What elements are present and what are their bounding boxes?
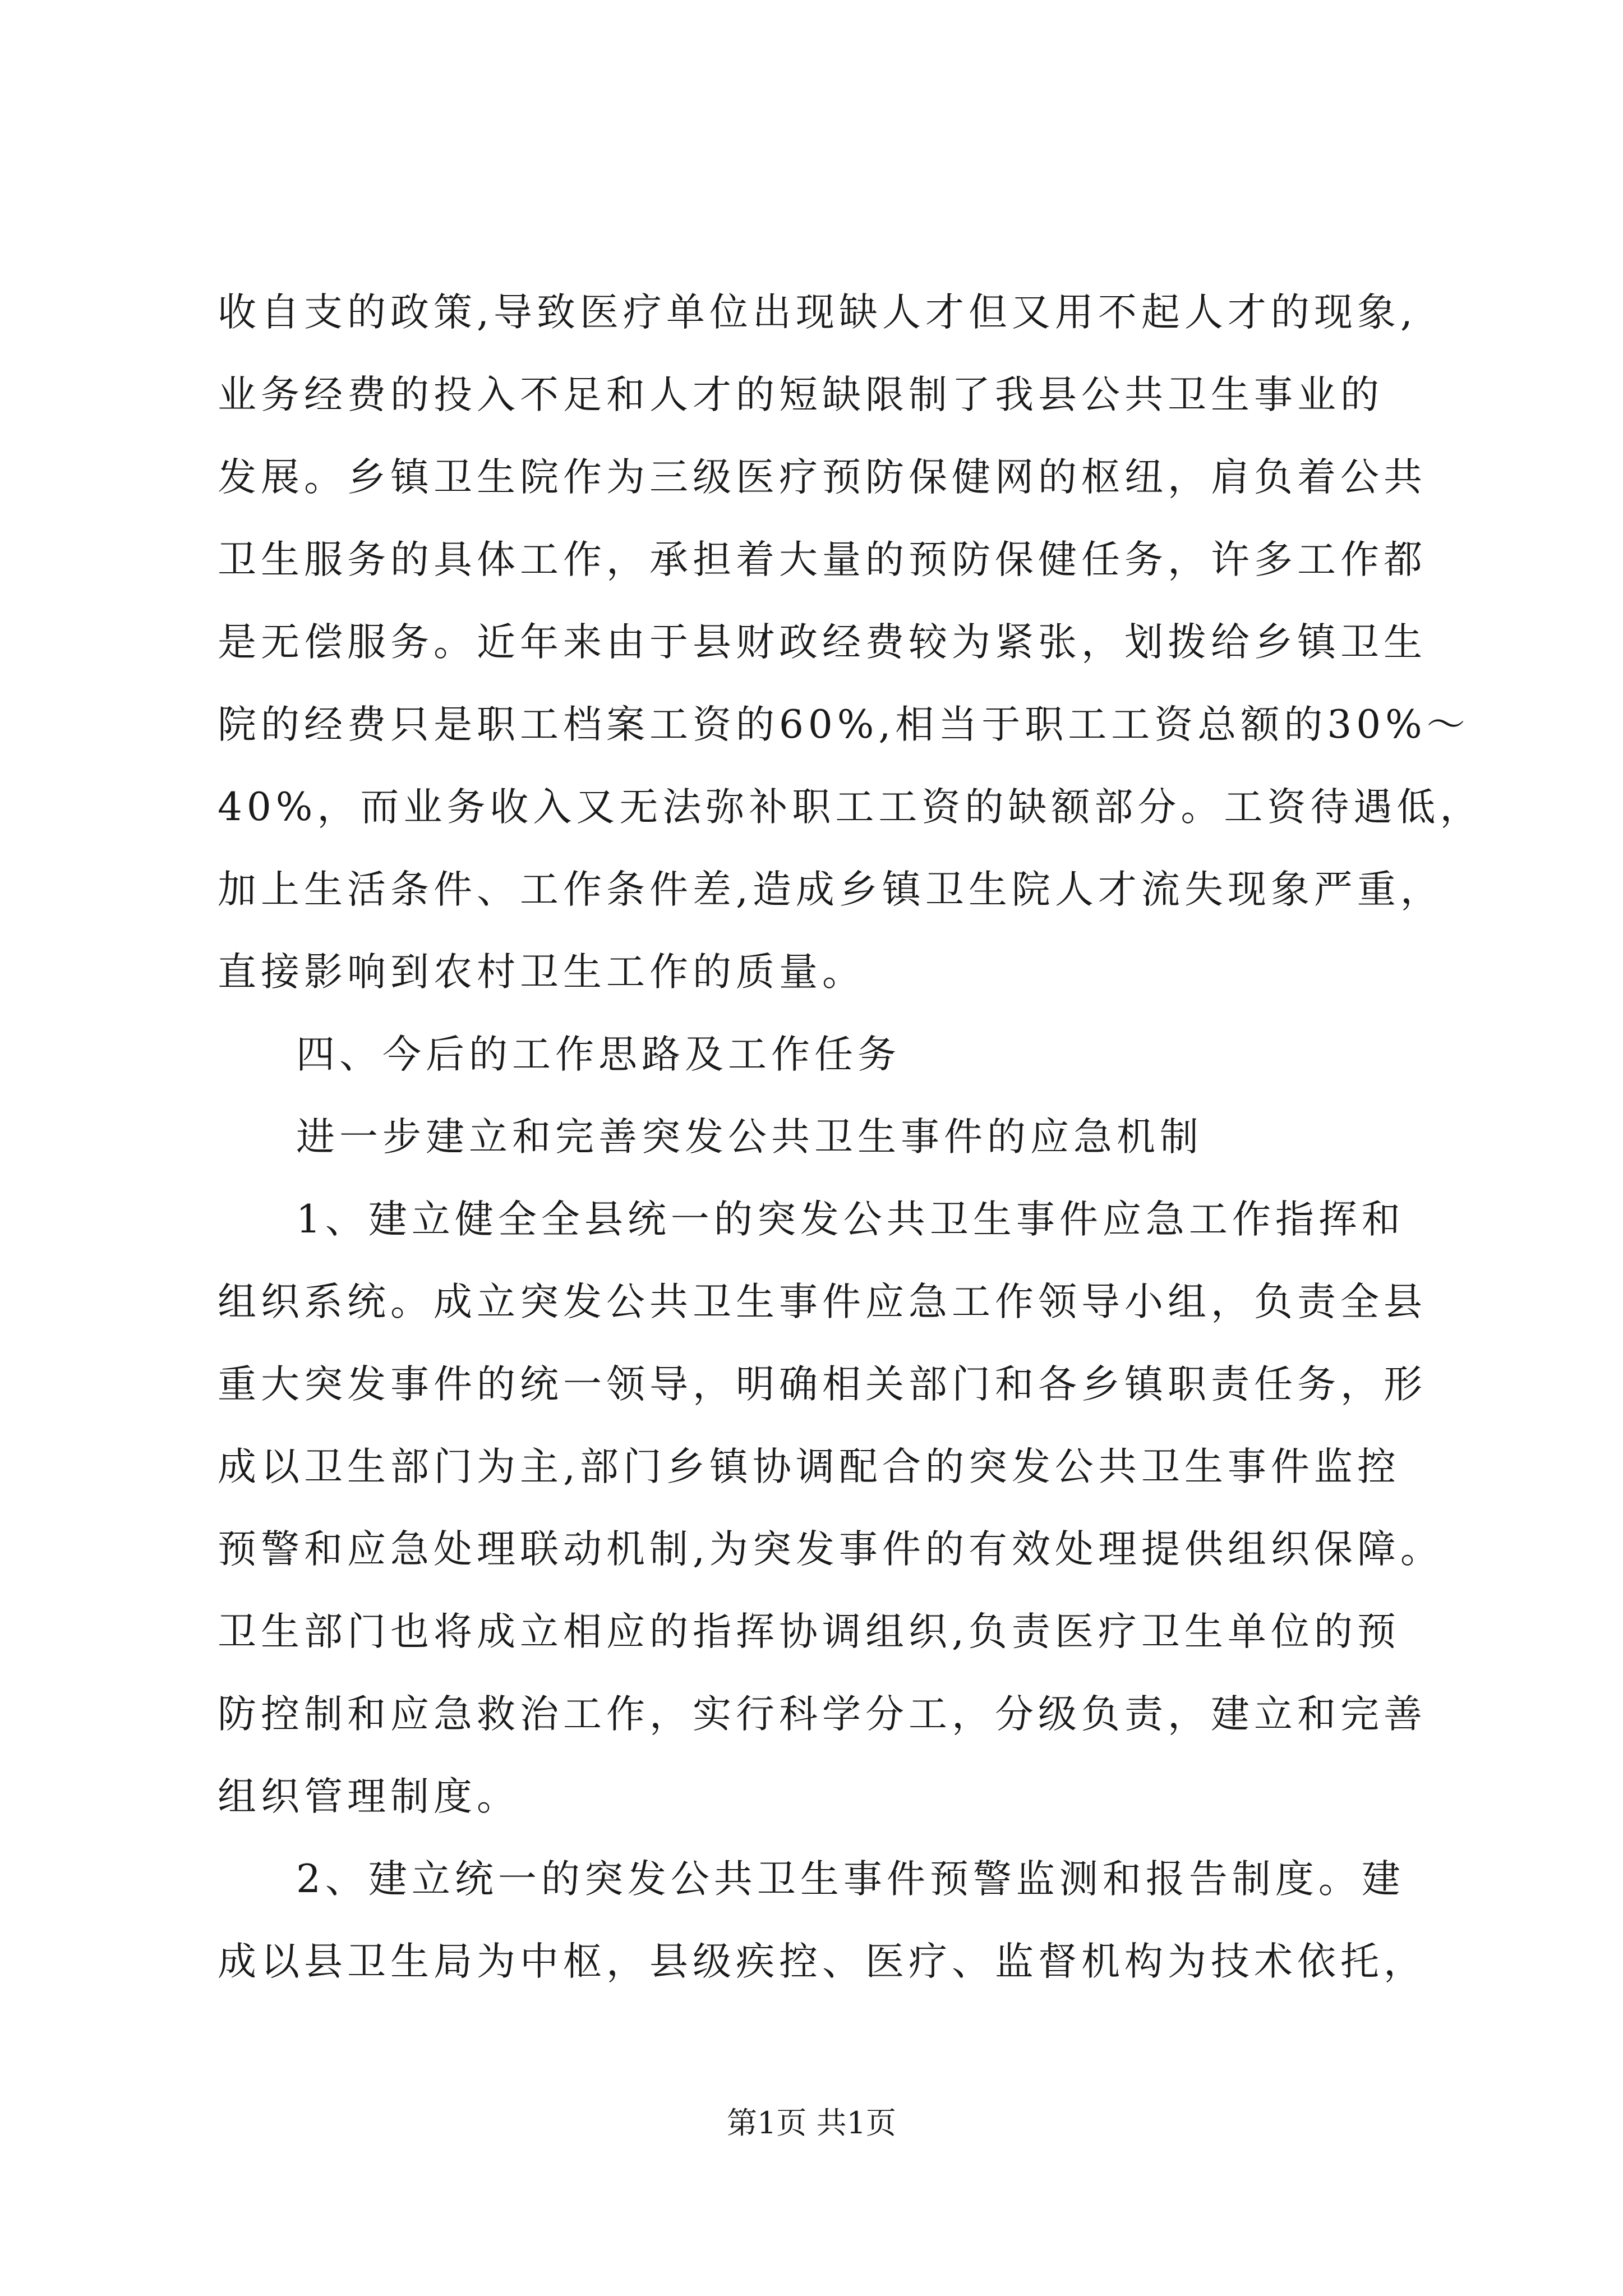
text-line: 防控制和应急救治工作，实行科学分工，分级负责，建立和完善 xyxy=(218,1692,1427,1737)
text-line: 直接影响到农村卫生工作的质量。 xyxy=(218,950,865,995)
text-line: 卫生部门也将成立相应的指挥协调组织,负责医疗卫生单位的预 xyxy=(218,1609,1400,1654)
text-line: 成以县卫生局为中枢，县级疾控、医疗、监督机构为技术依托， xyxy=(218,1939,1427,1984)
text-line: 院的经费只是职工档案工资的60%,相当于职工工资总额的30%～ xyxy=(218,702,1470,747)
text-line: 卫生服务的具体工作，承担着大量的预防保健任务，许多工作都 xyxy=(218,537,1427,582)
text-line: 40%，而业务收入又无法弥补职工工资的缺额部分。工资待遇低， xyxy=(218,785,1483,830)
text-line: 2、建立统一的突发公共卫生事件预警监测和报告制度。建 xyxy=(296,1857,1405,1902)
text-line: 组织系统。成立突发公共卫生事件应急工作领导小组，负责全县 xyxy=(218,1280,1427,1324)
text-line: 成以卫生部门为主,部门乡镇协调配合的突发公共卫生事件监控 xyxy=(218,1444,1400,1489)
text-line: 加上生活条件、工作条件差,造成乡镇卫生院人才流失现象严重， xyxy=(218,867,1444,912)
subsection-heading: 进一步建立和完善突发公共卫生事件的应急机制 xyxy=(296,1115,1203,1159)
text-line: 组织管理制度。 xyxy=(218,1774,520,1819)
text-line: 1、建立健全全县统一的突发公共卫生事件应急工作指挥和 xyxy=(296,1197,1405,1242)
text-line: 发展。乡镇卫生院作为三级医疗预防保健网的枢纽，肩负着公共 xyxy=(218,455,1427,500)
text-line: 是无偿服务。近年来由于县财政经费较为紧张，划拨给乡镇卫生 xyxy=(218,620,1427,665)
text-line: 业务经费的投入不足和人才的短缺限制了我县公共卫生事业的 xyxy=(218,372,1384,417)
text-line: 重大突发事件的统一领导，明确相关部门和各乡镇职责任务，形 xyxy=(218,1362,1427,1407)
section-heading: 四、今后的工作思路及工作任务 xyxy=(296,1032,901,1077)
page-footer: 第1页 共1页 xyxy=(727,2105,896,2141)
text-line: 收自支的政策,导致医疗单位出现缺人才但又用不起人才的现象, xyxy=(218,290,1417,335)
text-line: 预警和应急处理联动机制,为突发事件的有效处理提供组织保障。 xyxy=(218,1527,1444,1572)
